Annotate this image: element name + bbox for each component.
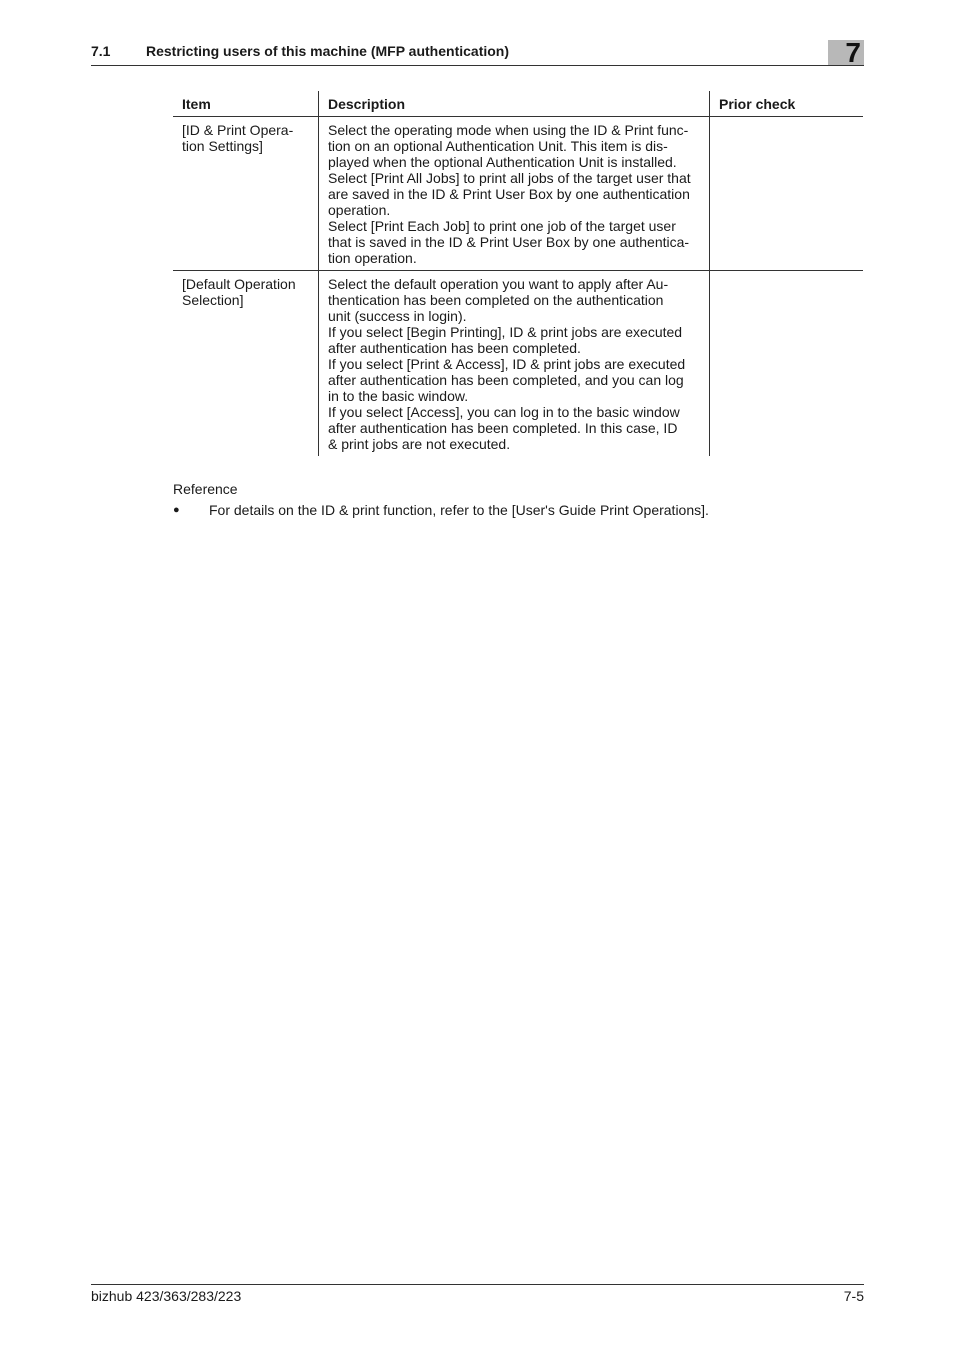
- description-line: played when the optional Authentication Unit is installed.: [328, 154, 677, 170]
- section-title: Restricting users of this machine (MFP authentication): [146, 43, 510, 59]
- description-line: after authentication has been completed, and you can log: [328, 372, 684, 388]
- settings-table: [173, 91, 863, 456]
- item-cell: [173, 271, 319, 457]
- item-cell: [173, 117, 319, 271]
- description-line: Select [Print All Jobs] to print all jobs of the target user that: [328, 170, 691, 186]
- description-line: operation.: [328, 202, 391, 218]
- reference-item: For details on the ID & print function, refer to the [User's Guide Print Operations].: [209, 502, 709, 518]
- item-line: [Default Operation: [182, 276, 296, 292]
- section-number: 7.1: [91, 43, 111, 59]
- model-name: bizhub 423/363/283/223: [91, 1288, 242, 1304]
- table-row: [173, 271, 863, 457]
- reference-label: Reference: [173, 481, 238, 497]
- column-header-item: Item: [173, 91, 319, 117]
- description-line: If you select [Begin Printing], ID & print jobs are executed: [328, 324, 683, 340]
- page-header: [91, 40, 864, 66]
- page-footer: [91, 1284, 864, 1304]
- description-line: tion operation.: [328, 250, 417, 266]
- description-line: that is saved in the ID & Print User Box by one authentica-: [328, 234, 690, 250]
- description-cell: [319, 271, 710, 457]
- column-header-prior-check: Prior check: [710, 91, 864, 117]
- description-cell: [319, 117, 710, 271]
- description-line: Select the default operation you want to apply after Au-: [328, 276, 669, 292]
- description-line: Select the operating mode when using the ID & Print func-: [328, 122, 689, 138]
- description-line: Select [Print Each Job] to print one job of the target user: [328, 218, 676, 234]
- table-row: [173, 117, 863, 271]
- description-line: If you select [Access], you can log in to the basic window: [328, 404, 680, 420]
- bullet-icon: ●: [173, 504, 180, 516]
- description-line: unit (success in login).: [328, 308, 467, 324]
- item-line: Selection]: [182, 292, 244, 308]
- prior-check-cell: [710, 271, 864, 457]
- description-line: are saved in the ID & Print User Box by one authentication: [328, 186, 690, 202]
- description-line: & print jobs are not executed.: [328, 436, 511, 452]
- chapter-tab: [828, 40, 864, 65]
- description-line: in to the basic window.: [328, 388, 469, 404]
- chapter-number: 7: [845, 40, 861, 65]
- description-line: thentication has been completed on the authentication: [328, 292, 664, 308]
- description-line: after authentication has been completed. In this case, ID: [328, 420, 678, 436]
- table-header-row: [173, 91, 863, 117]
- prior-check-cell: [710, 117, 864, 271]
- item-line: tion Settings]: [182, 138, 263, 154]
- item-line: [ID & Print Opera-: [182, 122, 294, 138]
- description-line: If you select [Print & Access], ID & print jobs are executed: [328, 356, 686, 372]
- page-number: 7-5: [843, 1288, 864, 1304]
- column-header-description: Description: [319, 91, 710, 117]
- description-line: after authentication has been completed.: [328, 340, 581, 356]
- description-line: tion on an optional Authentication Unit. This item is dis-: [328, 138, 668, 154]
